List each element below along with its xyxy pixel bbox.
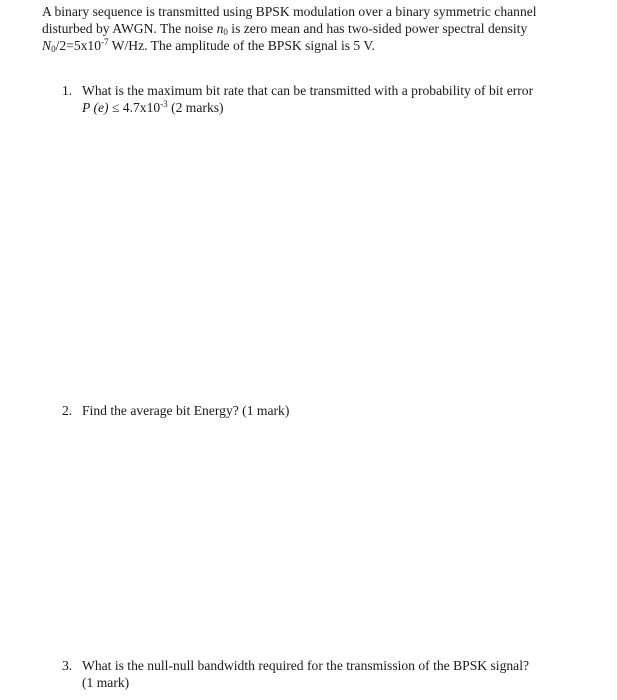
question-number: 3. — [62, 658, 73, 673]
question-text — [82, 99, 602, 116]
error-probability-variable: P (e) — [82, 100, 109, 115]
intro-text: W/Hz. The amplitude of the BPSK signal is 5 V. — [108, 38, 375, 53]
intro-text: /2=5x10 — [55, 38, 102, 53]
question-number: 1. — [62, 83, 73, 98]
intro-line-2 — [42, 20, 602, 37]
intro-text: disturbed by AWGN. The noise — [42, 21, 217, 36]
intro-text: is zero mean and has two-sided power spectral density — [227, 21, 528, 36]
question-text: What is the null-null bandwidth required for the transmission of the BPSK signal? — [82, 658, 530, 673]
question-3 — [62, 657, 602, 691]
question-text: What is the maximum bit rate that can be transmitted with a probability of bit error — [82, 83, 534, 98]
intro-line-3 — [42, 37, 602, 54]
question-1 — [62, 82, 602, 116]
noise-variable: n — [216, 21, 224, 36]
psd-variable: N — [42, 38, 52, 53]
question-marks: (2 marks) — [167, 100, 224, 115]
question-number: 2. — [62, 403, 73, 418]
intro-line-1: A binary sequence is transmitted using BPSK modulation over a binary symmetric channel — [42, 4, 537, 19]
question-marks: (1 mark) — [82, 675, 130, 690]
noise-subscript: 0 — [223, 27, 228, 37]
psd-subscript: 0 — [51, 44, 56, 54]
error-exponent: -3 — [160, 99, 168, 109]
psd-exponent: -7 — [101, 37, 109, 47]
question-text-part: ≤ 4.7x10 — [108, 100, 161, 115]
question-text: Find the average bit Energy? (1 mark) — [82, 403, 290, 418]
question-2 — [62, 402, 602, 419]
problem-statement — [42, 3, 602, 54]
